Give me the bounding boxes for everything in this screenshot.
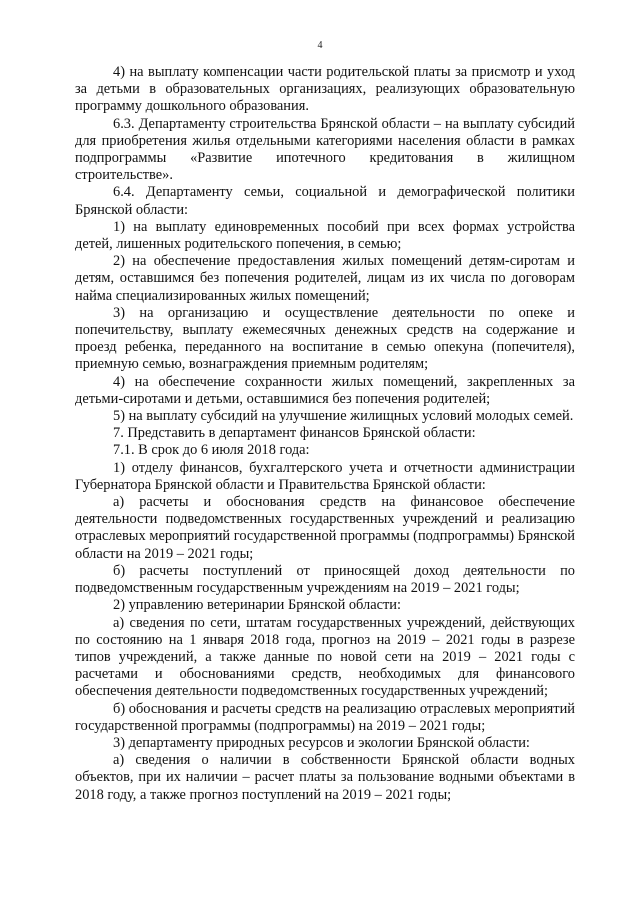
paragraph: 4) на выплату компенсации части родительской платы за присмотр и уход за детьми в образовательных организациях, реализующих образовательную программу дошкольного образования.: [75, 64, 575, 115]
paragraph: а) сведения по сети, штатам государственных учреждений, действующих по состоянию на 1 января 2018 года, прогноз на 2019 – 2021 годы в разрезе типов учреждений, а также данные по новой сети на 2019 – 2021 годы с расчетами и обоснованиями средств, необходимых для финансового обеспечения деятельности подведомственных государственных учреждений;: [75, 614, 575, 700]
document-body: [75, 64, 575, 804]
paragraph: 2) управлению ветеринарии Брянской области:: [113, 597, 401, 614]
paragraph: 1) на выплату единовременных пособий при всех формах устройства детей, лишенных родительского попечения, в семью;: [75, 218, 575, 253]
paragraph: 5) на выплату субсидий на улучшение жилищных условий молодых семей.: [113, 408, 574, 425]
paragraph: а) сведения о наличии в собственности Брянской области водных объектов, при их наличии – расчет платы за пользование водными объектами в 2018 году, а также прогноз поступлений на 2019 – 2021 годы;: [75, 752, 575, 803]
paragraph: 6.4. Департаменту семьи, социальной и демографической политики Брянской области:: [75, 184, 575, 218]
paragraph: 6.3. Департаменту строительства Брянской области – на выплату субсидий для приобретения жилья отдельными категориями населения области в рамках подпрограммы «Развитие ипотечного кредитования в жилищном строительстве».: [75, 115, 575, 184]
page-number: 4: [317, 40, 323, 51]
paragraph: 4) на обеспечение сохранности жилых помещений, закрепленных за детьми-сиротами и детьми, оставшимися без попечения родителей;: [75, 373, 575, 407]
paragraph: 3) на организацию и осуществление деятельности по опеке и попечительству, выплату ежемесячных денежных средств на содержание и проезд ребенка, переданного на воспитание в семью опекуна (попечителя), приемную семью, вознаграждения приемным родителям;: [75, 304, 575, 373]
paragraph: 2) на обеспечение предоставления жилых помещений детям-сиротам и детям, оставшимся без попечения родителей, лицам из их числа по договорам найма специализированных жилых помещений;: [75, 253, 575, 304]
paragraph: а) расчеты и обоснования средств на финансовое обеспечение деятельности подведомственных государственных учреждений и реализацию отраслевых мероприятий государственной программы (подпрограммы) Брянской области на 2019 – 2021 годы;: [75, 494, 575, 562]
paragraph: 7. Представить в департамент финансов Брянской области:: [113, 425, 476, 442]
paragraph: б) обоснования и расчеты средств на реализацию отраслевых мероприятий государственной программы (подпрограммы) на 2019 – 2021 годы;: [75, 700, 575, 734]
paragraph: б) расчеты поступлений от приносящей доход деятельности по подведомственным государственным учреждениям на 2019 – 2021 годы;: [75, 562, 575, 597]
paragraph: 1) отделу финансов, бухгалтерского учета и отчетности администрации Губернатора Брянской области и Правительства Брянской области:: [75, 459, 575, 493]
paragraph: 3) департаменту природных ресурсов и экологии Брянской области:: [113, 734, 530, 751]
paragraph: 7.1. В срок до 6 июля 2018 года:: [113, 442, 310, 459]
